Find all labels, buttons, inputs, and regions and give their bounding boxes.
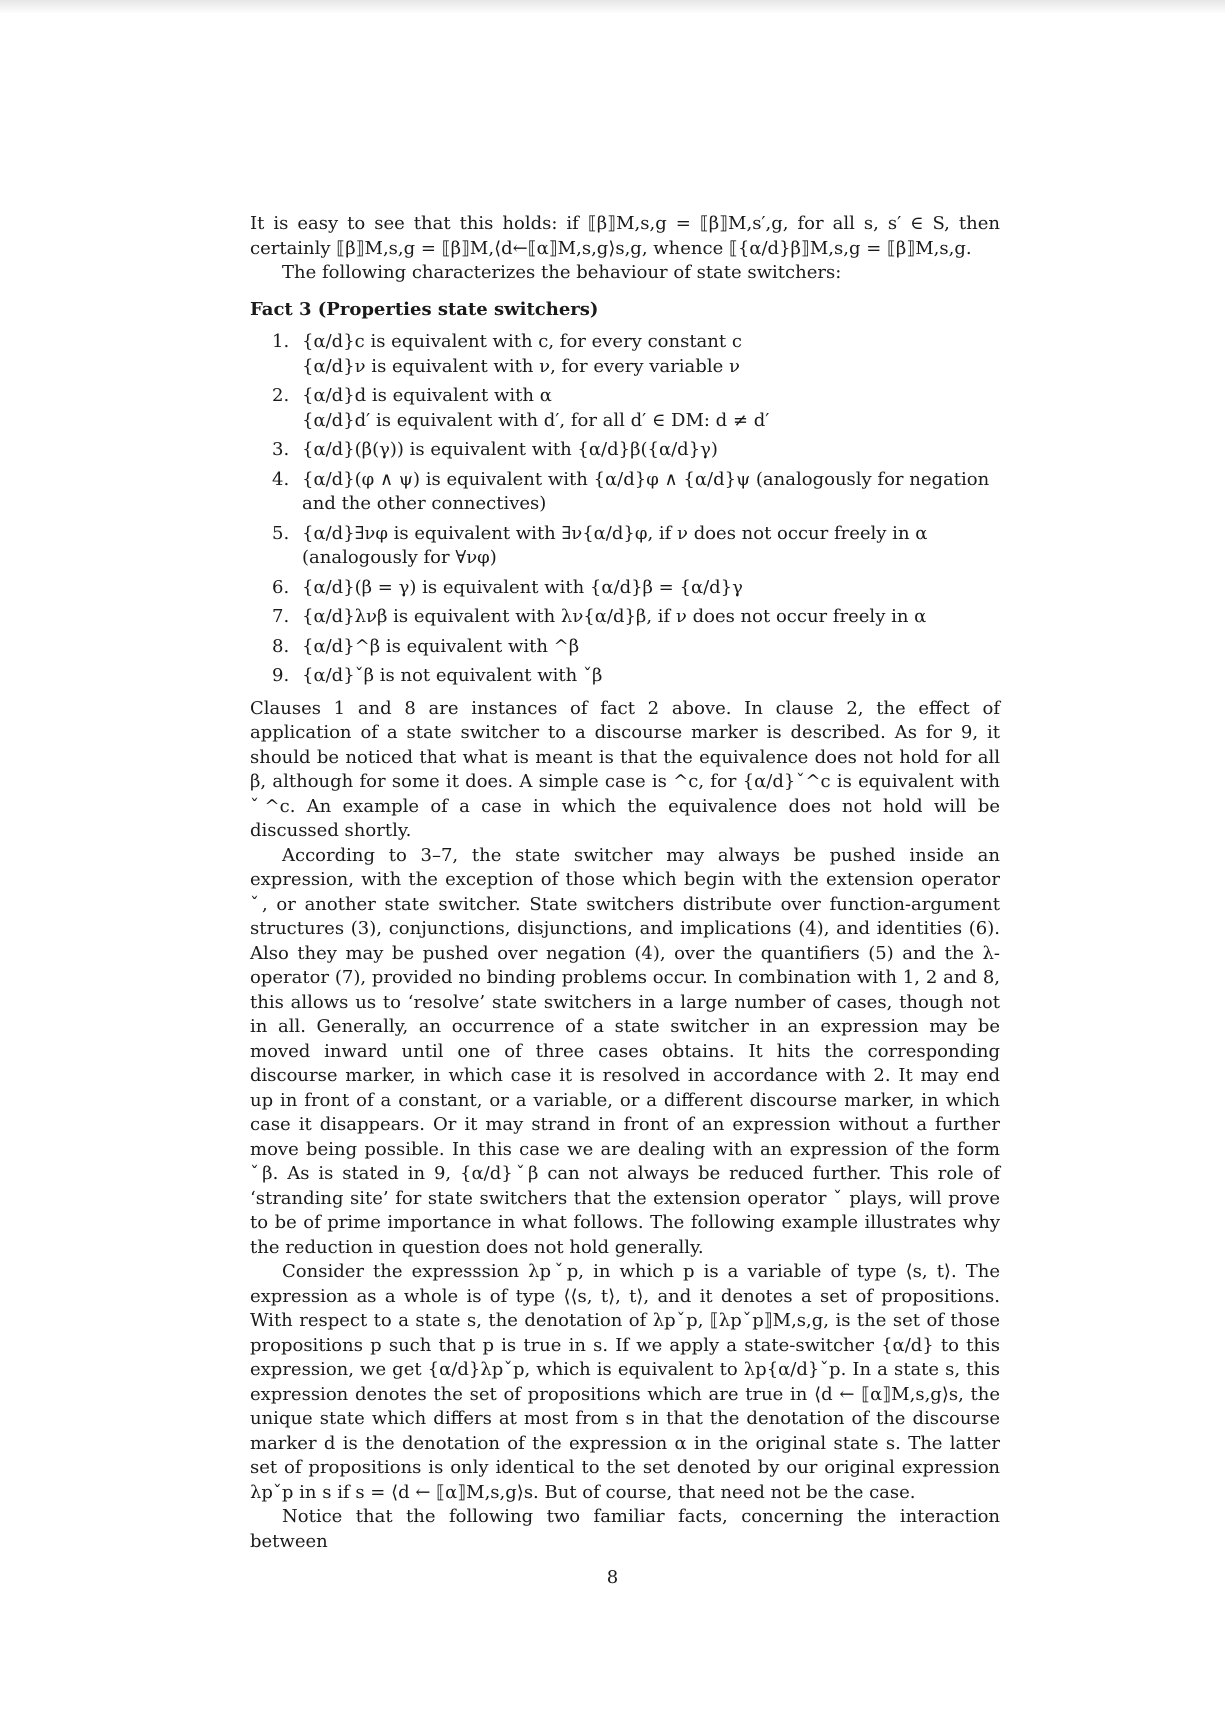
item-number: 6. <box>272 576 290 598</box>
item-line: {α/d}(β = γ) is equivalent with {α/d}β = {α/d}γ <box>302 576 743 598</box>
item-number: 3. <box>272 439 290 460</box>
body-paragraph: Consider the expresssion λpˇp, in which p is a variable of type ⟨s, t⟩. The expression as a whole is of type ⟨⟨s, t⟩, t⟩, and it denotes a set of propositions. With respect to a state s, the denotation of λpˇp, ⟦λpˇp⟧M,s,g, is the set of those propositions p such that p is true in s. If we apply a state-switcher {α/d} to this expression, we get {α/d}λpˇp, which is equivalent to λp{α/d}ˇp. In a state s, this expression denotes the set of propositions which are true in ⟨d ← ⟦α⟧M,s,g⟩s, the unique state which differs at most from s in that the denotation of the discourse marker d is the denotation of the expression α in the original state s. The latter set of propositions is only identical to the set denoted by our original expression λpˇp in s if s = ⟨d ← ⟦α⟧M,s,g⟩s. But of course, that need not be the case. <box>250 1261 1000 1503</box>
list-item <box>250 468 1000 517</box>
item-number: 8. <box>272 635 290 657</box>
item-line: {α/d}ˇβ is not equivalent with ˇβ <box>302 665 603 686</box>
item-line: {α/d}ν is equivalent with ν, for every variable ν <box>302 355 740 377</box>
body-paragraph: According to 3–7, the state switcher may always be pushed inside an expression, with the exception of those which begin with the extension operator ˇ, or another state switcher. State switchers distribute over function-argument structures (3), conjunctions, disjunctions, and implications (4), and identities (6). Also they may be pushed over negation (4), over the quantifiers (5) and the λ-operator (7), provided no binding problems occur. In combination with 1, 2 and 8, this allows us to ‘resolve’ state switchers in a large number of cases, though not in all. Generally, an occurrence of a state switcher in an expression may be moved inward until one of three cases obtains. It hits the corresponding discourse marker, in which case it is resolved in accordance with 2. It may end up in front of a constant, or a variable, or a different discourse marker, in which case it disappears. Or it may strand in front of an expression without a further move being possible. In this case we are dealing with an expression of the form ˇβ. As is stated in 9, {α/d}ˇβ can not always be reduced further. This role of ‘stranding site’ for state switchers that the extension operator ˇ plays, will prove to be of prime importance in what follows. The following example illustrates why the reduction in question does not hold generally. <box>250 844 1000 1258</box>
list-item <box>250 605 1000 630</box>
fact-list <box>250 330 1000 689</box>
list-item <box>250 635 1000 660</box>
fact-heading: Fact 3 (Properties state switchers) <box>250 298 599 320</box>
item-line: {α/d}(β(γ)) is equivalent with {α/d}β({α/d}γ) <box>302 439 718 460</box>
intro-paragraph: It is easy to see that this holds: if ⟦β⟧M,s,g = ⟦β⟧M,s′,g, for all s, s′ ∈ S, then certainly ⟦β⟧M,s,g = ⟦β⟧M,⟨d←⟦α⟧M,s,g⟩s,g, whence ⟦{α/d}β⟧M,s,g = ⟦β⟧M,s,g. <box>250 213 1000 259</box>
item-number: 7. <box>272 606 290 627</box>
body-paragraph: Clauses 1 and 8 are instances of fact 2 above. In clause 2, the effect of application of a state switcher to a discourse marker is described. As for 9, it should be noticed that what is meant is that the equivalence does not hold for all β, although for some it does. A simple case is ^c, for {α/d}ˇ^c is equivalent with ˇ^c. An example of a case in which the equivalence does not hold will be discussed shortly. <box>250 697 1000 841</box>
item-number: 1. <box>272 331 290 352</box>
item-line: {α/d}c is equivalent with c, for every constant c <box>302 331 742 352</box>
body-paragraph: Notice that the following two familiar facts, concerning the interaction between <box>250 1506 1000 1552</box>
list-item <box>250 384 1000 433</box>
list-item <box>250 576 1000 601</box>
item-line: {α/d}d′ is equivalent with d′, for all d′ ∈ DM: d ≠ d′ <box>302 409 770 431</box>
page-content <box>250 212 1000 1554</box>
intro-lead: The following characterizes the behaviour of state switchers: <box>282 262 842 283</box>
item-line: {α/d}∃νφ is equivalent with ∃ν{α/d}φ, if ν does not occur freely in α (analogously for ∀νφ) <box>302 522 928 568</box>
page-number: 8 <box>606 1567 619 1588</box>
item-number: 2. <box>272 385 290 406</box>
list-item <box>250 664 1000 689</box>
item-number: 9. <box>272 665 290 686</box>
item-line: {α/d}(φ ∧ ψ) is equivalent with {α/d}φ ∧ {α/d}ψ (analogously for negation and the other connectives) <box>302 468 990 514</box>
item-line: {α/d}d is equivalent with α <box>302 385 552 406</box>
scan-edge <box>0 0 1225 14</box>
list-item <box>250 438 1000 463</box>
list-item <box>250 330 1000 379</box>
item-number: 5. <box>272 522 290 544</box>
item-line: {α/d}λνβ is equivalent with λν{α/d}β, if ν does not occur freely in α <box>302 606 927 627</box>
list-item <box>250 522 1000 571</box>
item-line: {α/d}^β is equivalent with ^β <box>302 635 580 657</box>
item-number: 4. <box>272 468 290 490</box>
